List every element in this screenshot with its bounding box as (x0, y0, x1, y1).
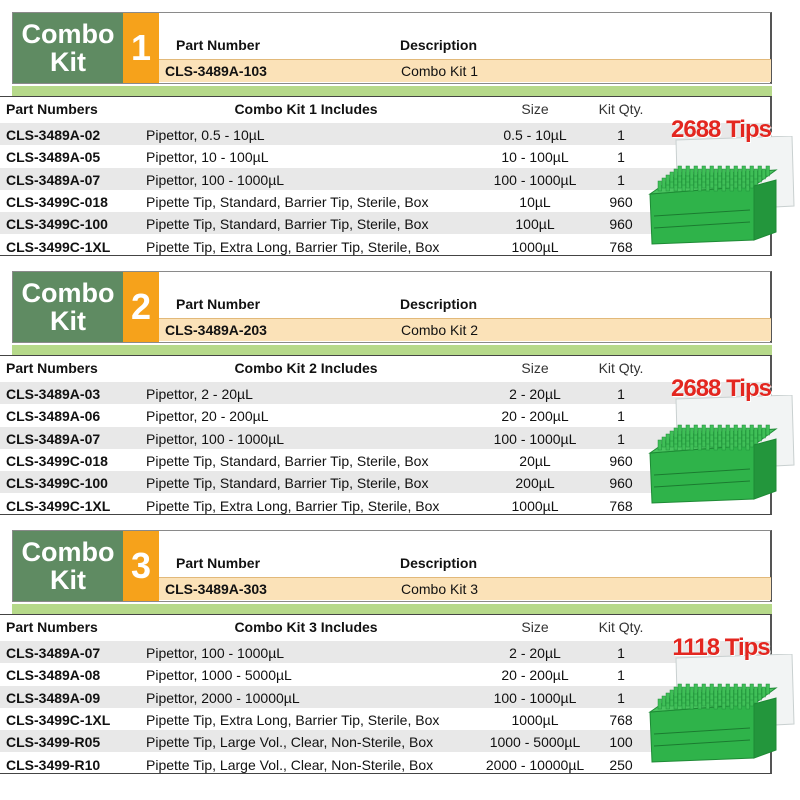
row-size: 200µL (515, 475, 555, 492)
kit-part-row (159, 318, 771, 341)
row-kit-qty: 768 (609, 711, 633, 728)
col-header-includes: Combo Kit 1 Includes (234, 101, 378, 117)
row-size: 1000 - 5000µL (489, 734, 581, 751)
row-part-number: CLS-3499C-1XL (6, 711, 111, 728)
row-description: Pipettor, 2000 - 10000µL (146, 689, 300, 706)
row-size: 100µL (515, 216, 555, 233)
row-description: Pipette Tip, Extra Long, Barrier Tip, Sterile, Box (146, 238, 440, 255)
row-part-number: CLS-3499C-018 (6, 193, 108, 210)
row-description: Pipettor, 0.5 - 10µL (146, 127, 265, 143)
row-size: 10 - 100µL (501, 149, 569, 166)
row-part-number: CLS-3489A-05 (6, 149, 101, 166)
row-size: 0.5 - 10µL (503, 127, 567, 143)
section-divider (12, 86, 772, 96)
row-kit-qty: 1 (617, 408, 625, 425)
row-size: 1000µL (511, 238, 559, 255)
row-kit-qty: 960 (609, 193, 633, 210)
row-size: 2000 - 10000µL (485, 756, 585, 773)
kit-word: Kit (50, 565, 86, 595)
kit-header (12, 530, 772, 602)
row-kit-qty: 960 (609, 475, 633, 492)
kit-description: Combo Kit 3 (401, 581, 479, 597)
tips-count-label: 1118 Tips (672, 634, 770, 661)
description-heading: Description (400, 296, 478, 312)
row-description: Pipette Tip, Standard, Barrier Tip, Sterile, Box (146, 452, 429, 469)
row-size: 1000µL (511, 711, 559, 728)
combo-kit-label (13, 531, 123, 601)
kit-part-number: CLS-3489A-203 (165, 322, 267, 338)
row-part-number: CLS-3489A-02 (6, 127, 101, 143)
row-description: Pipettor, 100 - 1000µL (146, 171, 285, 188)
row-size: 20 - 200µL (501, 667, 569, 684)
kit-word: Kit (50, 47, 86, 77)
row-kit-qty: 960 (609, 216, 633, 233)
row-size: 2 - 20µL (509, 645, 561, 661)
description-heading: Description (400, 555, 478, 571)
row-part-number: CLS-3489A-08 (6, 667, 101, 684)
pipette-tip-box-image (646, 654, 796, 764)
kit-description: Combo Kit 1 (401, 63, 479, 79)
part-number-heading: Part Number (176, 555, 261, 571)
col-header-size: Size (521, 360, 549, 376)
tip-box-graphic (646, 626, 796, 766)
col-header-kit-qty: Kit Qty. (598, 619, 644, 635)
row-description: Pipette Tip, Large Vol., Clear, Non-Sterile, Box (146, 756, 434, 773)
row-description: Pipette Tip, Large Vol., Clear, Non-Sterile, Box (146, 734, 434, 751)
row-description: Pipettor, 1000 - 5000µL (146, 667, 292, 684)
kit-number: 1 (123, 13, 159, 83)
combo-word: Combo (21, 278, 115, 308)
row-part-number: CLS-3489A-07 (6, 430, 101, 447)
row-size: 20 - 200µL (501, 408, 569, 425)
row-description: Pipette Tip, Extra Long, Barrier Tip, Sterile, Box (146, 497, 440, 514)
pipette-tip-box-image (646, 136, 796, 246)
row-kit-qty: 1 (617, 430, 625, 447)
col-header-kit-qty: Kit Qty. (598, 360, 644, 376)
row-part-number: CLS-3499C-1XL (6, 238, 111, 255)
row-description: Pipettor, 100 - 1000µL (146, 430, 285, 447)
row-description: Pipettor, 100 - 1000µL (146, 645, 285, 661)
tips-count-label: 2688 Tips (671, 375, 771, 402)
row-kit-qty: 960 (609, 452, 633, 469)
col-header-part-numbers: Part Numbers (6, 360, 98, 376)
part-number-heading: Part Number (176, 37, 261, 53)
row-description: Pipettor, 20 - 200µL (146, 408, 269, 425)
col-header-part-numbers: Part Numbers (6, 101, 98, 117)
row-part-number: CLS-3499C-100 (6, 216, 108, 233)
row-size: 1000µL (511, 497, 559, 514)
row-size: 100 - 1000µL (493, 430, 577, 447)
col-header-size: Size (521, 101, 549, 117)
combo-kit-label (13, 272, 123, 342)
kit-number: 2 (123, 272, 159, 342)
combo-word: Combo (21, 537, 115, 567)
part-number-heading: Part Number (176, 296, 261, 312)
kit-part-row (159, 59, 771, 82)
row-kit-qty: 1 (617, 667, 625, 684)
row-size: 20µL (519, 452, 551, 469)
kit-part-number: CLS-3489A-303 (165, 581, 267, 597)
col-header-part-numbers: Part Numbers (6, 619, 98, 635)
row-size: 10µL (519, 193, 551, 210)
row-size: 100 - 1000µL (493, 689, 577, 706)
kit-description: Combo Kit 2 (401, 322, 479, 338)
kit-number: 3 (123, 531, 159, 601)
kit-part-row (159, 577, 771, 600)
row-part-number: CLS-3489A-03 (6, 386, 101, 402)
col-header-includes: Combo Kit 3 Includes (234, 619, 378, 635)
col-header-includes: Combo Kit 2 Includes (234, 360, 378, 376)
combo-word: Combo (21, 19, 115, 49)
kit-word: Kit (50, 306, 86, 336)
row-part-number: CLS-3489A-07 (6, 171, 101, 188)
row-part-number: CLS-3489A-09 (6, 689, 101, 706)
row-kit-qty: 1 (617, 171, 625, 188)
row-description: Pipette Tip, Standard, Barrier Tip, Sterile, Box (146, 193, 429, 210)
row-description: Pipette Tip, Standard, Barrier Tip, Sterile, Box (146, 475, 429, 492)
combo-kit-section (0, 259, 800, 518)
tip-box-graphic (646, 367, 796, 507)
col-header-size: Size (521, 619, 549, 635)
row-description: Pipettor, 10 - 100µL (146, 149, 269, 166)
row-kit-qty: 768 (609, 497, 633, 514)
combo-kit-section (0, 518, 800, 777)
kit-header (12, 12, 772, 84)
col-header-kit-qty: Kit Qty. (598, 101, 644, 117)
kit-part-number: CLS-3489A-103 (165, 63, 267, 79)
description-heading: Description (400, 37, 478, 53)
row-kit-qty: 768 (609, 238, 633, 255)
row-description: Pipettor, 2 - 20µL (146, 386, 253, 402)
combo-kit-section (0, 0, 800, 259)
kit-header (12, 271, 772, 343)
row-part-number: CLS-3499C-018 (6, 452, 108, 469)
row-part-number: CLS-3499-R05 (6, 734, 101, 751)
row-size: 2 - 20µL (509, 386, 561, 402)
combo-kit-label (13, 13, 123, 83)
row-part-number: CLS-3499C-100 (6, 475, 108, 492)
row-part-number: CLS-3499-R10 (6, 756, 101, 773)
section-divider (12, 604, 772, 614)
row-kit-qty: 1 (617, 645, 625, 661)
row-part-number: CLS-3489A-06 (6, 408, 101, 425)
pipette-tip-box-image (646, 395, 796, 505)
row-kit-qty: 250 (609, 756, 633, 773)
row-part-number: CLS-3489A-07 (6, 645, 101, 661)
row-kit-qty: 1 (617, 149, 625, 166)
tip-box-graphic (646, 108, 796, 248)
row-description: Pipette Tip, Standard, Barrier Tip, Sterile, Box (146, 216, 429, 233)
row-kit-qty: 1 (617, 386, 625, 402)
row-size: 100 - 1000µL (493, 171, 577, 188)
tips-count-label: 2688 Tips (671, 116, 771, 143)
row-part-number: CLS-3499C-1XL (6, 497, 111, 514)
row-description: Pipette Tip, Extra Long, Barrier Tip, Sterile, Box (146, 711, 440, 728)
row-kit-qty: 100 (609, 734, 633, 751)
row-kit-qty: 1 (617, 689, 625, 706)
row-kit-qty: 1 (617, 127, 625, 143)
section-divider (12, 345, 772, 355)
